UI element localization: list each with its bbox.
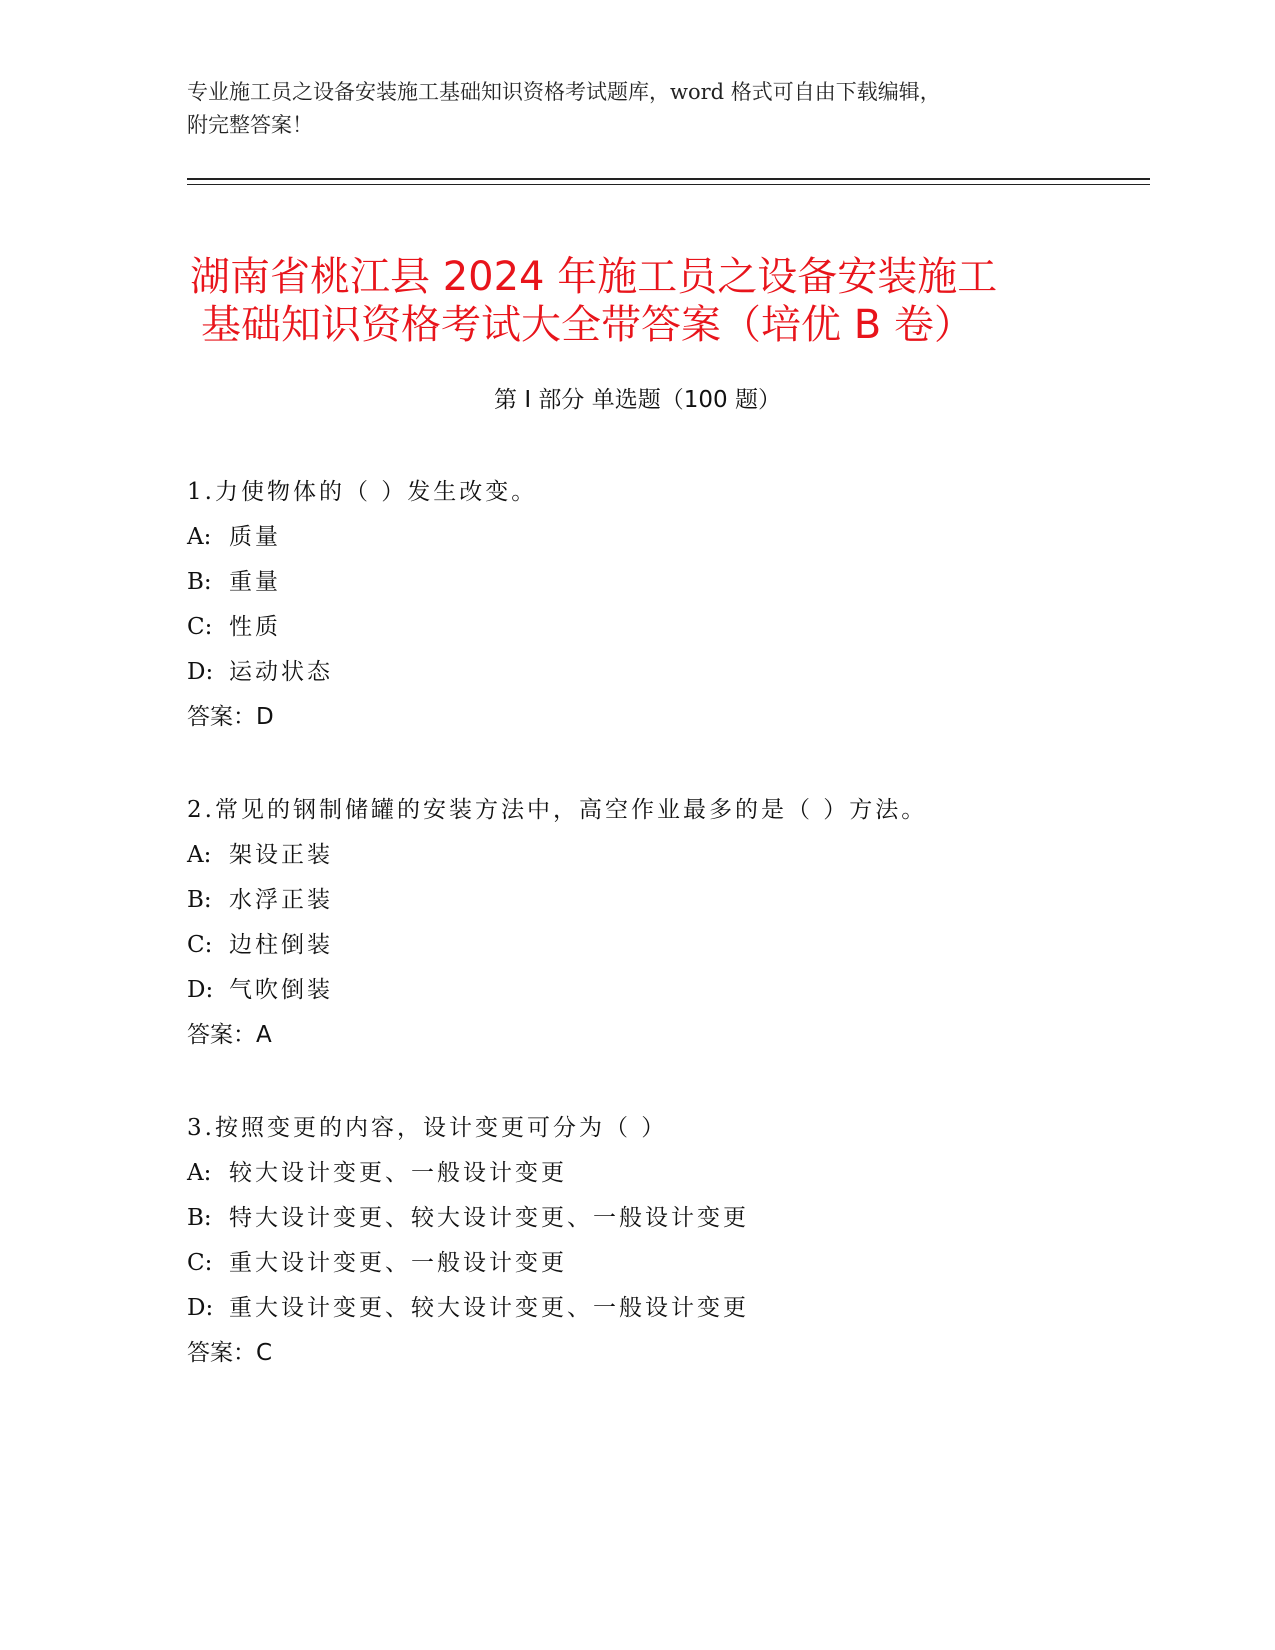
- option-text: 重大设计变更、较大设计变更、一般设计变更: [229, 1295, 749, 1321]
- answer-line: 答案：A: [187, 1022, 272, 1048]
- option-d: [187, 968, 1087, 1013]
- option-letter: C:: [187, 1250, 213, 1276]
- question-2: [187, 788, 1087, 1058]
- option-letter: C:: [187, 614, 213, 640]
- option-b: [187, 560, 1087, 605]
- option-b: [187, 1196, 1087, 1241]
- option-a: [187, 833, 1087, 878]
- question-stem: 1.力使物体的（ ）发生改变。: [187, 479, 538, 505]
- option-letter: B:: [187, 887, 212, 913]
- answer-line: 答案：C: [187, 1340, 273, 1366]
- title-line-1: 湖南省桃江县 2024 年施工员之设备安装施工: [190, 253, 998, 300]
- option-letter: A:: [187, 524, 212, 550]
- document-title: [190, 253, 1110, 349]
- option-d: [187, 1286, 1087, 1331]
- option-text: 水浮正装: [229, 887, 333, 913]
- option-letter: A:: [187, 842, 212, 868]
- option-d: [187, 650, 1087, 695]
- option-c: [187, 1241, 1087, 1286]
- option-a: [187, 1151, 1087, 1196]
- option-text: 较大设计变更、一般设计变更: [229, 1160, 567, 1186]
- option-text: 重大设计变更、一般设计变更: [229, 1250, 567, 1276]
- option-c: [187, 605, 1087, 650]
- option-text: 架设正装: [229, 842, 333, 868]
- option-letter: A:: [187, 1160, 212, 1186]
- question-1: [187, 470, 1087, 740]
- option-b: [187, 878, 1087, 923]
- section-heading: 第 I 部分 单选题（100 题）: [494, 387, 781, 413]
- option-text: 重量: [229, 569, 281, 595]
- option-text: 运动状态: [229, 659, 333, 685]
- option-letter: D:: [187, 659, 214, 685]
- option-text: 气吹倒装: [229, 977, 333, 1003]
- option-c: [187, 923, 1087, 968]
- option-letter: D:: [187, 1295, 214, 1321]
- answer-line: 答案：D: [187, 704, 274, 730]
- option-letter: C:: [187, 932, 213, 958]
- option-letter: B:: [187, 1205, 212, 1231]
- question-3: [187, 1106, 1087, 1376]
- header-note-line-2: 附完整答案！: [187, 113, 313, 137]
- option-letter: D:: [187, 977, 214, 1003]
- option-text: 特大设计变更、较大设计变更、一般设计变更: [229, 1205, 749, 1231]
- header-rule-thick: [187, 178, 1150, 180]
- option-text: 性质: [229, 614, 281, 640]
- option-text: 质量: [229, 524, 281, 550]
- header-rule-thin: [187, 184, 1150, 185]
- header-note: [187, 76, 1087, 142]
- option-text: 边柱倒装: [229, 932, 333, 958]
- option-a: [187, 515, 1087, 560]
- option-letter: B:: [187, 569, 212, 595]
- question-stem: 3.按照变更的内容，设计变更可分为（ ）: [187, 1115, 668, 1141]
- header-note-line-1: 专业施工员之设备安装施工基础知识资格考试题库，word 格式可自由下载编辑，: [187, 80, 941, 104]
- question-stem: 2.常见的钢制储罐的安装方法中，高空作业最多的是（ ）方法。: [187, 797, 928, 823]
- title-line-2: 基础知识资格考试大全带答案（培优 B 卷）: [201, 301, 974, 348]
